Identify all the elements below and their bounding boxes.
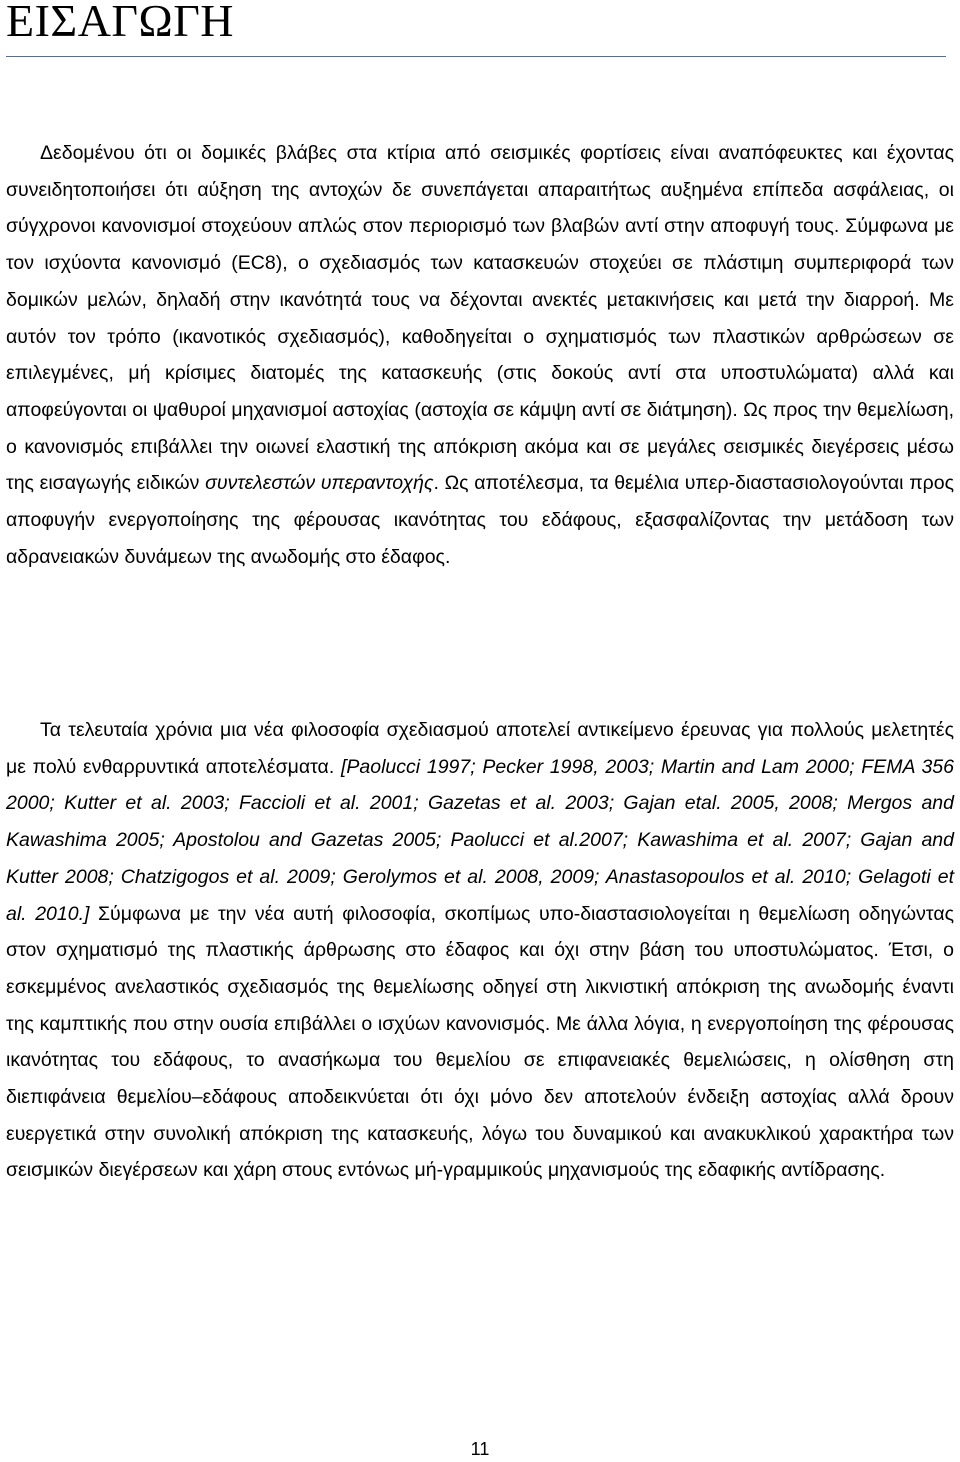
section-heading: ΕΙΣΑΓΩΓΗ <box>6 0 235 46</box>
paragraph-1-text-b: . Ως αποτέλεσμα, τα θεμέλια υπερ-διαστασιολογούνται προς αποφυγήν ενεργοποίησης της φέρουσας ικανότητας του εδάφους, εξασφαλίζοντας την μετάδοση των αδρανειακών δυνάμεων της ανωδομής στο έδαφος. <box>6 472 955 568</box>
paragraph-2 <box>6 712 954 1189</box>
heading-underline <box>6 56 946 57</box>
paragraph-2-citations: [Paolucci 1997; Pecker 1998, 2003; Martin and Lam 2000; FEMA 356 2000; Kutter et al. 2003; Faccioli et al. 2001; Gazetas et al. 2003; Gajan etal. 2005, 2008; Mergos and Kawashima 2005; Apostolou and Gazetas 2005; Paolucci et al.2007; Kawashima et al. 2007; Gajan and Kutter 2008; Chatzigogos et al. 2009; Gerolymos et al. 2008, 2009; Anastasopoulos et al. 2010; Gelagoti et al. 2010.] <box>6 755 954 925</box>
paragraph-2-text-a: Τα τελευταία χρόνια μια νέα φιλοσοφία σχεδιασμού αποτελεί αντικείμενο έρευνας για πολλούς μελετητές με πολύ ενθαρρυντικά αποτελέσματα. <box>6 719 954 778</box>
page-number: 11 <box>470 1439 490 1459</box>
paragraph-1-italic-term: συντελεστών υπεραντοχής <box>205 472 434 495</box>
paragraph-1-text-a: Δεδομένου ότι οι δομικές βλάβες στα κτίρια από σεισμικές φορτίσεις είναι αναπόφευκτες και έχοντας συνειδητοποιήσει ότι αύξηση της αντοχών δε συνεπάγεται απαραιτήτως αυξημένα επίπεδα ασφάλειας, οι σύγχρονοι κανονισμοί στοχεύουν απλώς στον περιορισμό των βλαβών αντί στην αποφυγή τους. Σύμφωνα με τον ισχύοντα κανονισμό (EC8), ο σχεδιασμός των κατασκευών στοχεύει σε πλάστιμη συμπεριφορά των δομικών μελών, δηλαδή στην ικανότητά τους να δέχονται ανεκτές μετακινήσεις και μετά την διαρροή. Με αυτόν τον τρόπο (ικανοτικός σχεδιασμός), καθοδηγείται ο σχηματισμός των πλαστικών αρθρώσεων σε επιλεγμένες, μή κρίσιμες διατομές της κατασκευής (στις δοκούς αντί στα υποστυλώματα) αλλά και αποφεύγονται οι ψαθυροί μηχανισμοί αστοχίας (αστοχία σε κάμψη αντί σε διάτμηση). Ως προς την θεμελίωση, ο κανονισμός επιβάλλει την οιωνεί ελαστική της απόκριση ακόμα και σε μεγάλες σεισμικές διεγέρσεις μέσω της εισαγωγής ειδικών <box>6 142 954 495</box>
paragraph-2-text-b: Σύμφωνα με την νέα αυτή φιλοσοφία, σκοπίμως υπο-διαστασιολογείται η θεμελίωση οδηγώντας στον σχηματισμό της πλαστικής άρθρωσης στο έδαφος και όχι στην βάση του υποστυλώματος. Έτσι, ο εσκεμμένος ανελαστικός σχεδιασμός της θεμελίωσης οδηγεί στη λικνιστική απόκριση της ανωδομής έναντι της καμπτικής που στην ουσία επιβάλλει ο ισχύων κανονισμός. Με άλλα λόγια, η ενεργοποίηση της φέρουσας ικανότητας του εδάφους, το ανασήκωμα του θεμελίου σε επιφανειακές θεμελιώσεις, η ολίσθηση στη διεπιφάνεια θεμελίου–εδάφους αποδεικνύεται ότι όχι μόνο δεν αποτελούν ένδειξη αστοχίας αλλά δρουν ευεργετικά στην συνολική απόκριση της κατασκευής, λόγω του δυναμικού και ανακυκλικού χαρακτήρα των σεισμικών διεγέρσεων και χάρη στους εντόνως μή-γραμμικούς μηχανισμούς της εδαφικής αντίδρασης. <box>6 902 954 1182</box>
paragraph-1 <box>6 135 954 575</box>
